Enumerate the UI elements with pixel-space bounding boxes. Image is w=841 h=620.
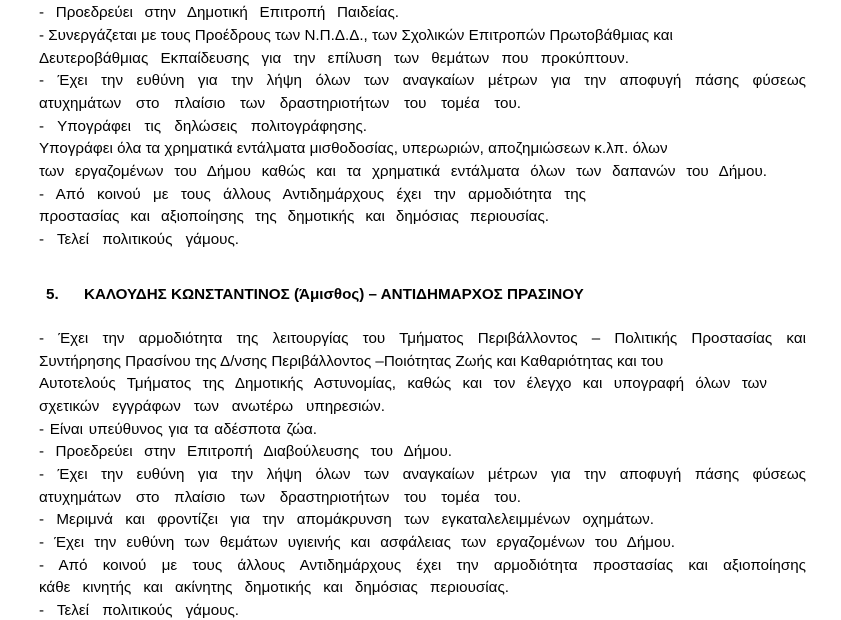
text-line: - Έχει την ευθύνη των θεμάτων υγιεινής και ασφάλειας των εργαζομένων του Δήμου.	[39, 534, 675, 551]
text-line: - Από κοινού με τους άλλους Αντιδημάρχους έχει την αρμοδιότητα προστασίας και αξιοποίησης	[39, 557, 806, 574]
text-line: - Προεδρεύει στην Επιτροπή Διαβούλευσης του Δήμου.	[39, 443, 452, 460]
text-line: - Έχει την ευθύνη για την λήψη όλων των αναγκαίων μέτρων για την αποφυγή πάσης φύσεως	[39, 466, 806, 483]
text-line: - Προεδρεύει στην Δημοτική Επιτροπή Παιδείας.	[39, 4, 399, 21]
text-line: ατυχημάτων στο πλαίσιο των δραστηριοτήτων του τομέα του.	[39, 489, 521, 506]
text-line: Συντήρησης Πρασίνου της Δ/νσης Περιβάλλοντος –Ποιότητας Ζωής και Καθαριότητας και του	[39, 353, 664, 370]
text-line: κάθε κινητής και ακίνητης δημοτικής και δημόσιας περιουσίας.	[39, 579, 509, 596]
text-line: - Τελεί πολιτικούς γάμους.	[39, 231, 239, 248]
text-line: - Υπογράφει τις δηλώσεις πολιτογράφησης.	[39, 118, 367, 135]
text-line: Αυτοτελούς Τμήματος της Δημοτικής Αστυνομίας, καθώς και τον έλεγχο και υπογραφή όλων των	[39, 375, 767, 392]
text-line: - Τελεί πολιτικούς γάμους.	[39, 602, 239, 619]
section-heading: ΚΑΛΟΥΔΗΣ ΚΩΝΣΤΑΝΤΙΝΟΣ (Άμισθος) – ΑΝΤΙΔΗΜΑΡΧΟΣ ΠΡΑΣΙΝΟΥ	[84, 286, 584, 303]
text-line: - Έχει την ευθύνη για την λήψη όλων των αναγκαίων μέτρων για την αποφυγή πάσης φύσεως	[39, 72, 806, 89]
text-line: ατυχημάτων στο πλαίσιο των δραστηριοτήτων του τομέα του.	[39, 95, 521, 112]
text-line: - Μεριμνά και φροντίζει για την απομάκρυνση των εγκαταλελειμμένων οχημάτων.	[39, 511, 654, 528]
text-line: προστασίας και αξιοποίησης της δημοτικής και δημόσιας περιουσίας.	[39, 208, 549, 225]
text-line: - Έχει την αρμοδιότητα της λειτουργίας του Τμήματος Περιβάλλοντος – Πολιτικής Προστασίας και	[39, 330, 806, 347]
text-line: Δευτεροβάθμιας Εκπαίδευσης για την επίλυση των θεμάτων που προκύπτουν.	[39, 50, 629, 67]
text-line: - Είναι υπεύθυνος για τα αδέσποτα ζώα.	[39, 421, 317, 438]
text-line: - Συνεργάζεται με τους Προέδρους των Ν.Π.Δ.Δ., των Σχολικών Επιτροπών Πρωτοβάθμιας και	[39, 27, 673, 44]
text-line: - Από κοινού με τους άλλους Αντιδημάρχους έχει την αρμοδιότητα της	[39, 186, 586, 203]
text-line: Υπογράφει όλα τα χρηματικά εντάλματα μισθοδοσίας, υπερωριών, αποζημιώσεων κ.λπ. όλων	[39, 140, 668, 157]
section-number: 5.	[46, 286, 59, 303]
text-line: σχετικών εγγράφων των ανωτέρω υπηρεσιών.	[39, 398, 385, 415]
text-line: των εργαζομένων του Δήμου καθώς και τα χρηματικά εντάλματα όλων των δαπανών του Δήμου.	[39, 163, 767, 180]
